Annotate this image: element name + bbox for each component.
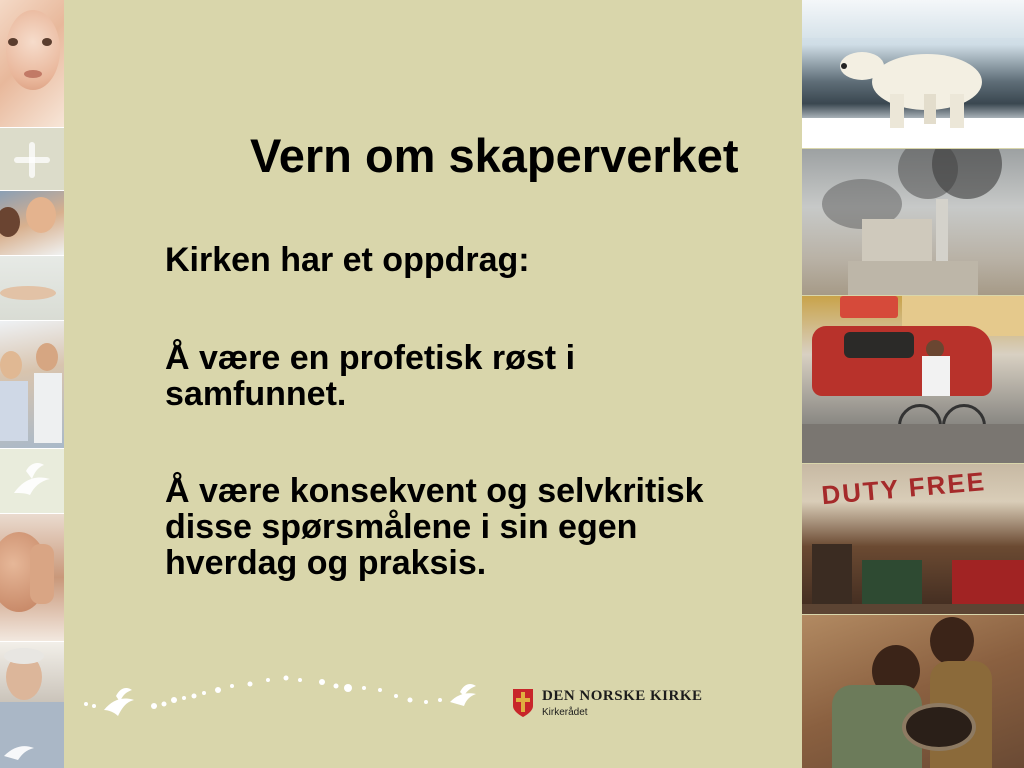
dove-icon — [0, 728, 64, 768]
paragraph-2-line-2: samfunnet. — [165, 375, 347, 413]
factory-pollution-photo — [802, 149, 1024, 295]
dove-tile — [0, 449, 64, 514]
church-shield-icon — [512, 688, 534, 718]
paragraph-3-line-1: Å være konsekvent og selvkritisk — [165, 472, 704, 510]
church-logo — [512, 688, 703, 722]
logo-name: DEN NORSKE KIRKE — [542, 688, 703, 704]
polar-bear-icon — [832, 42, 992, 132]
couple-photo — [0, 321, 64, 449]
right-photo-strip — [802, 0, 1024, 768]
duty-free-sign: DUTY FREE — [820, 466, 988, 511]
dove-icon — [0, 449, 64, 513]
thinking-man-photo — [0, 514, 64, 642]
slide-title: Vern om skaperverket — [250, 129, 739, 182]
children-photo — [0, 191, 64, 256]
elderly-man-photo — [0, 642, 64, 768]
hands-photo — [0, 256, 64, 321]
left-photo-strip — [0, 0, 64, 768]
paragraph-3 — [165, 473, 704, 581]
car-on-bicycle-photo — [802, 296, 1024, 463]
logo-subtitle: Kirkerådet — [542, 707, 588, 718]
paragraph-3-line-2: disse spørsmålene i sin egen — [165, 508, 638, 546]
duty-free-store-photo — [802, 464, 1024, 614]
decorative-dots — [80, 660, 480, 720]
cross-icon — [14, 142, 50, 178]
paragraph-3-line-3: hverdag og praksis. — [165, 544, 487, 582]
cooking-pot — [902, 703, 976, 751]
paragraph-2-line-1: Å være en profetisk røst i — [165, 339, 576, 377]
shop-sign — [840, 296, 898, 318]
paragraph-1-line-1: Kirken har et oppdrag: — [165, 241, 530, 279]
polar-bear-photo — [802, 0, 1024, 148]
cross-symbol-tile — [0, 128, 64, 191]
paragraph-2 — [165, 340, 575, 412]
children-eating-photo — [802, 615, 1024, 768]
paragraph-1 — [165, 242, 530, 278]
dove-icon — [448, 680, 482, 710]
dove-icon — [100, 682, 140, 722]
baby-face-photo — [0, 0, 64, 128]
